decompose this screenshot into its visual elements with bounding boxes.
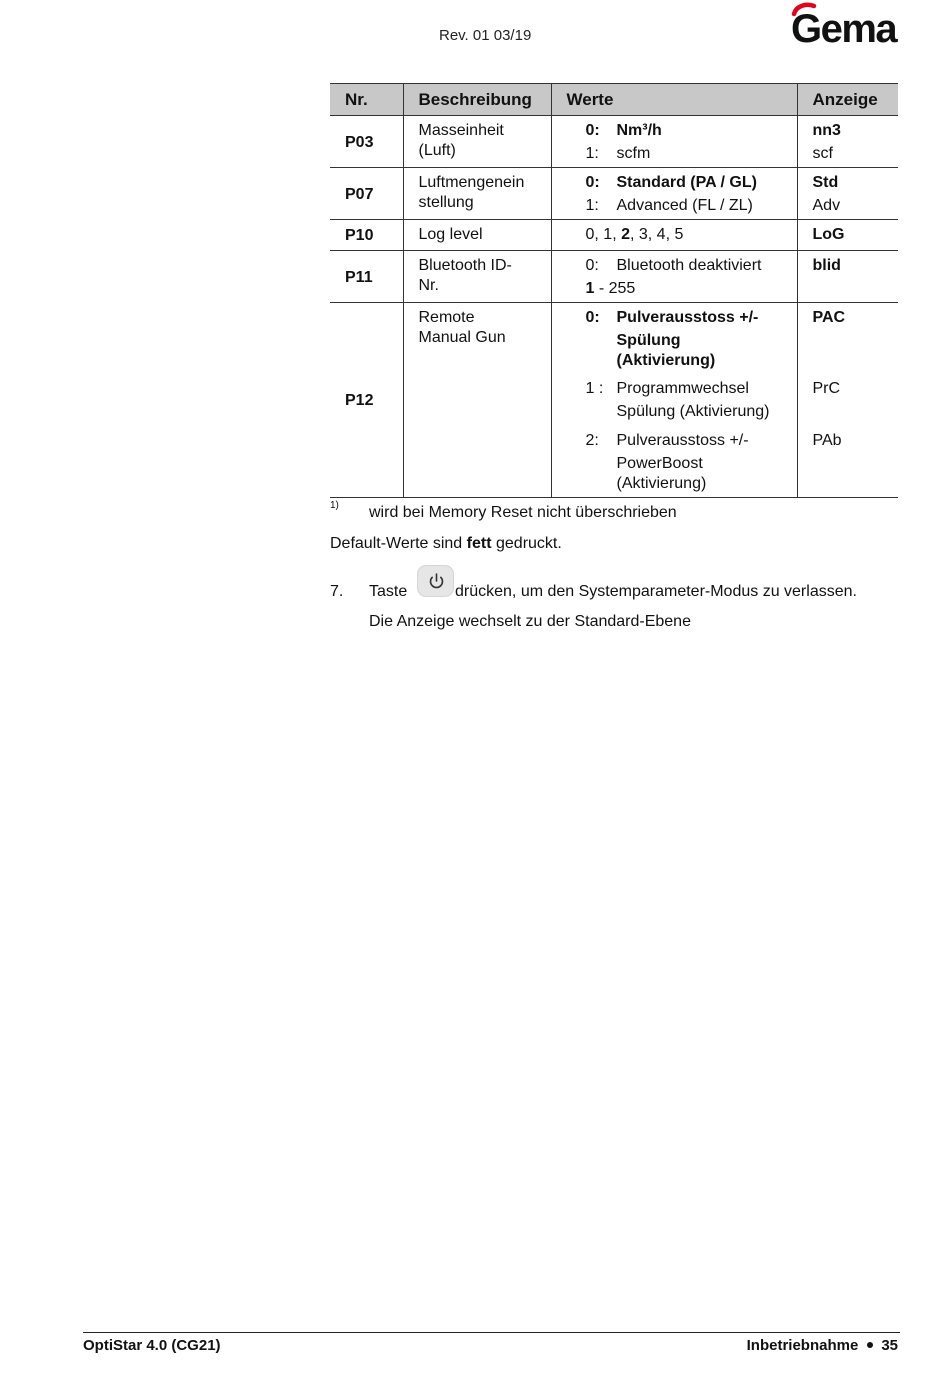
footer-divider xyxy=(83,1332,900,1333)
value-option: 2: Pulverausstoss +/- PowerBoost (Aktivierung) xyxy=(585,432,749,492)
table-row xyxy=(330,251,898,303)
footer-section-label: Inbetriebnahme xyxy=(746,1337,859,1354)
param-description xyxy=(403,303,551,498)
display-code: nn3 xyxy=(812,122,841,139)
table-row xyxy=(330,116,898,168)
param-values xyxy=(551,303,797,498)
step-text-continued: drücken, um den Systemparameter-Modus zu verlassen. xyxy=(455,583,857,600)
description-line: Bluetooth ID- xyxy=(418,257,512,274)
value-option: 1 : Programmwechsel Spülung (Aktivierung) xyxy=(585,380,770,420)
value-option: 1: scfm xyxy=(585,145,651,162)
param-nr: P12 xyxy=(330,303,403,498)
header-werte: Werte xyxy=(551,84,797,116)
description-line: (Luft) xyxy=(418,142,456,159)
description-line: Nr. xyxy=(418,277,439,294)
param-nr: P07 xyxy=(330,168,403,220)
param-values xyxy=(551,168,797,220)
param-display xyxy=(797,168,898,220)
param-display xyxy=(797,220,898,251)
footer-section xyxy=(747,1337,898,1354)
param-nr: P10 xyxy=(330,220,403,251)
power-key-button xyxy=(417,565,454,597)
param-values xyxy=(551,116,797,168)
gema-logo xyxy=(788,2,900,46)
value-option: 1: Advanced (FL / ZL) xyxy=(585,197,753,214)
header-nr: Nr. xyxy=(330,84,403,116)
power-icon xyxy=(418,566,455,598)
display-code: PrC xyxy=(812,380,841,397)
footer-product: OptiStar 4.0 (CG21) xyxy=(83,1337,221,1354)
table-row xyxy=(330,220,898,251)
step-result-text: Die Anzeige wechselt zu der Standard-Ebene xyxy=(369,613,691,630)
footnote-mark: 1) xyxy=(330,500,339,511)
description-line: Manual Gun xyxy=(418,329,506,346)
param-display xyxy=(797,116,898,168)
display-code: PAC xyxy=(812,309,846,326)
param-display xyxy=(797,303,898,498)
param-description: Log level xyxy=(403,220,551,251)
param-values: 0, 1, 2, 3, 4, 5 xyxy=(551,220,797,251)
default-values-note: Default-Werte sind fett gedruckt. xyxy=(330,535,562,552)
step-text: Taste xyxy=(369,583,408,600)
value-option: 0: Standard (PA / GL) xyxy=(585,174,757,191)
description-line: Luftmengenein xyxy=(418,174,525,191)
header-beschreibung: Beschreibung xyxy=(403,84,551,116)
bullet-separator xyxy=(867,1342,873,1348)
footnote-text: wird bei Memory Reset nicht überschrieben xyxy=(369,504,677,521)
description-line: Masseinheit xyxy=(418,122,504,139)
display-code: PAb xyxy=(812,432,842,449)
param-description xyxy=(403,251,551,303)
param-nr: P11 xyxy=(330,251,403,303)
value-option: 1 - 255 xyxy=(585,280,636,297)
svg-text:Gema: Gema xyxy=(791,7,897,46)
table-header-row xyxy=(330,84,898,116)
description-line: Remote xyxy=(418,309,475,326)
param-nr: P03 xyxy=(330,116,403,168)
instruction-step xyxy=(330,570,930,640)
param-description xyxy=(403,116,551,168)
param-values xyxy=(551,251,797,303)
system-parameter-table xyxy=(330,83,898,498)
display-code: Std xyxy=(812,174,839,191)
description-line: stellung xyxy=(418,194,474,211)
param-display xyxy=(797,251,898,303)
header-anzeige: Anzeige xyxy=(797,84,898,116)
value-option: 0: Pulverausstoss +/- Spülung (Aktivierung) xyxy=(585,309,759,369)
revision-label: Rev. 01 03/19 xyxy=(439,27,532,44)
display-code: LoG xyxy=(812,226,845,243)
table-row xyxy=(330,168,898,220)
display-code: blid xyxy=(812,257,841,274)
param-description xyxy=(403,168,551,220)
display-code: scf xyxy=(812,145,833,162)
step-number: 7. xyxy=(330,583,344,600)
page-number: 35 xyxy=(881,1337,898,1354)
value-option: 0: Bluetooth deaktiviert xyxy=(585,257,762,274)
value-option: 0: Nm³/h xyxy=(585,122,662,139)
display-code: Adv xyxy=(812,197,841,214)
table-row xyxy=(330,303,898,498)
